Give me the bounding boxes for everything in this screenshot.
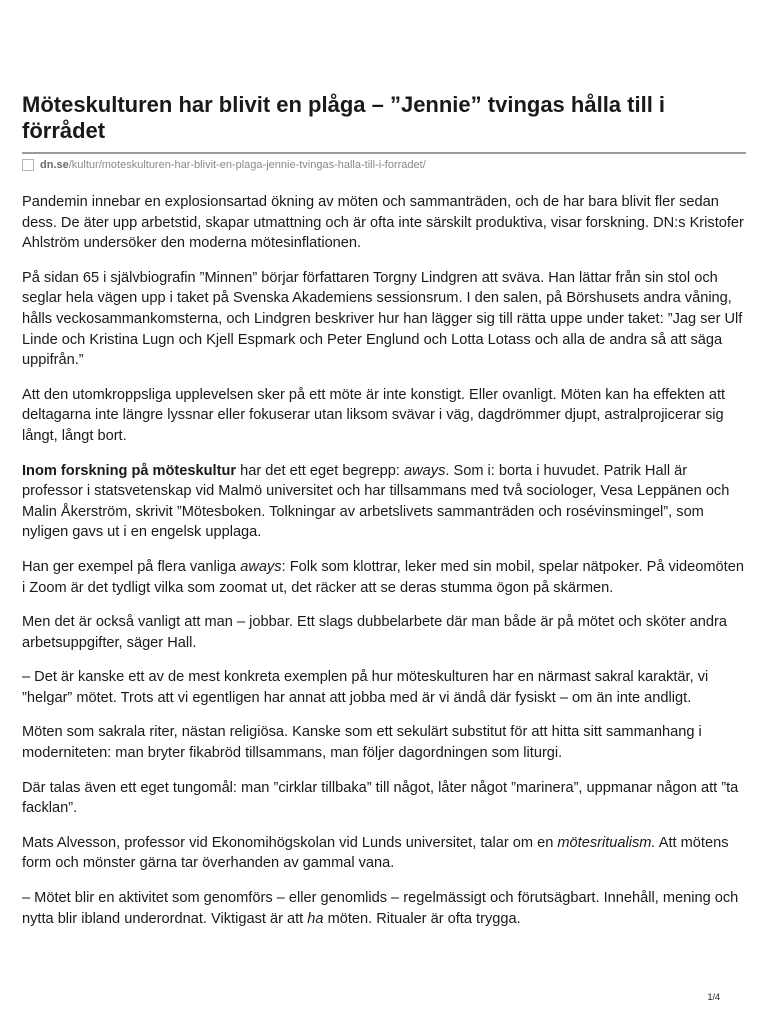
- favicon-icon: [22, 159, 34, 171]
- paragraph-8: Möten som sakrala riter, nästan religiösa. Kanske som ett sekulärt substitut för att hitta sitt sammanhang i moderniteten: man bryter fikabröd tillsammans, man följer dagordningen som liturgi.: [22, 724, 702, 762]
- paragraph-11: – Mötet blir en aktivitet som genomförs – eller genomlids – regelmässigt och förutsägbart. Innehåll, mening och nytta blir ibland underordnat. Viktigast är att ha möten. Ritualer är ofta trygga.: [22, 890, 739, 927]
- source-link-row: [22, 157, 426, 173]
- page-number: 1/4: [707, 992, 720, 1002]
- paragraph-9: Där talas även ett eget tungomål: man ”cirklar tillbaka” till något, låter något ”marinera”, uppmanar någon att ”ta facklan”.: [22, 779, 739, 817]
- paragraph-10: Mats Alvesson, professor vid Ekonomihögskolan vid Lunds universitet, talar om en mötesritualism. Att mötens form och mönster gärna tar överhanden av gammal vana.: [22, 834, 729, 872]
- paragraph-5: Han ger exempel på flera vanliga aways: Folk som klottrar, leker med sin mobil, spelar nätpoker. På videomöten i Zoom är det tydligt vilka som zoomat ut, det räcker att se deras stumma ögon på skärmen.: [22, 558, 744, 596]
- title-divider: [22, 152, 746, 154]
- paragraph-4-bold-link[interactable]: Inom forskning på möteskultur: [22, 462, 237, 479]
- paragraph-3: Att den utomkroppsliga upplevelsen sker på ett möte är inte konstigt. Eller ovanligt. Möten kan ha effekten att deltagarna inte längre lyssnar eller fokuserar utan liksom svävar i väg, dagdrömmer djupt, astralprojicerar sig långt, långt bort.: [22, 386, 726, 444]
- paragraph-7: – Det är kanske ett av de mest konkreta exemplen på hur möteskulturen har en närmast sakral karaktär, vi ”helgar” mötet. Trots att vi egentligen har annat att jobba med är vi ändå där fysiskt – om än inte andligt.: [22, 669, 709, 706]
- source-url-link[interactable]: [40, 159, 426, 171]
- paragraph-6: Men det är också vanligt att man – jobbar. Ett slags dubbelarbete där man både är på mötet och sköter andra arbetsuppgifter, säger Hall.: [22, 614, 727, 651]
- paragraph-1: Pandemin innebar en explosionsartad ökning av möten och sammanträden, och de har bara blivit fler sedan dess. De äter upp arbetstid, skapar utmattning och är ofta inte särskilt produktiva, visar forskning. DN:s Kristofer Ahlström undersöker den moderna mötesinflationen.: [22, 194, 744, 252]
- source-path: /kultur/moteskulturen-har-blivit-en-plaga-jennie-tvingas-halla-till-i-forradet/: [68, 159, 426, 171]
- source-domain: dn.se: [40, 159, 69, 171]
- paragraph-4: Inom forskning på möteskultur har det ett eget begrepp: aways. Som i: borta i huvudet. Patrik Hall är professor i statsvetenskap vid Malmö universitet och har tillsammans med två sociologer, Vesa Leppänen och Malin Åkerström, skrivit ”Mötesboken. Tolkningar av arbetslivets sammanträden och rosévinsmingel”, som nyligen gavs ut i en engelsk upplaga.: [22, 462, 730, 541]
- article-body: [22, 192, 746, 943]
- article-title: Möteskulturen har blivit en plåga – ”Jennie” tvingas hålla till i förrådet: [22, 92, 666, 143]
- paragraph-2: På sidan 65 i självbiografin ”Minnen” börjar författaren Torgny Lindgren att sväva. Han lättar från sin stol och seglar hela vägen upp i taket på Svenska Akademiens sessionsrum. I den salen, på Börshusets andra våning, hålls veckosammankomsterna, och Lindgren beskriver hur han lägger sig till rätta uppe under taket: ”Jag ser Ulf Linde och Kristina Lugn och Kjell Espmark och Peter Englund och Lotta Lotass och alla de andra så att säga uppifrån.”: [22, 269, 743, 369]
